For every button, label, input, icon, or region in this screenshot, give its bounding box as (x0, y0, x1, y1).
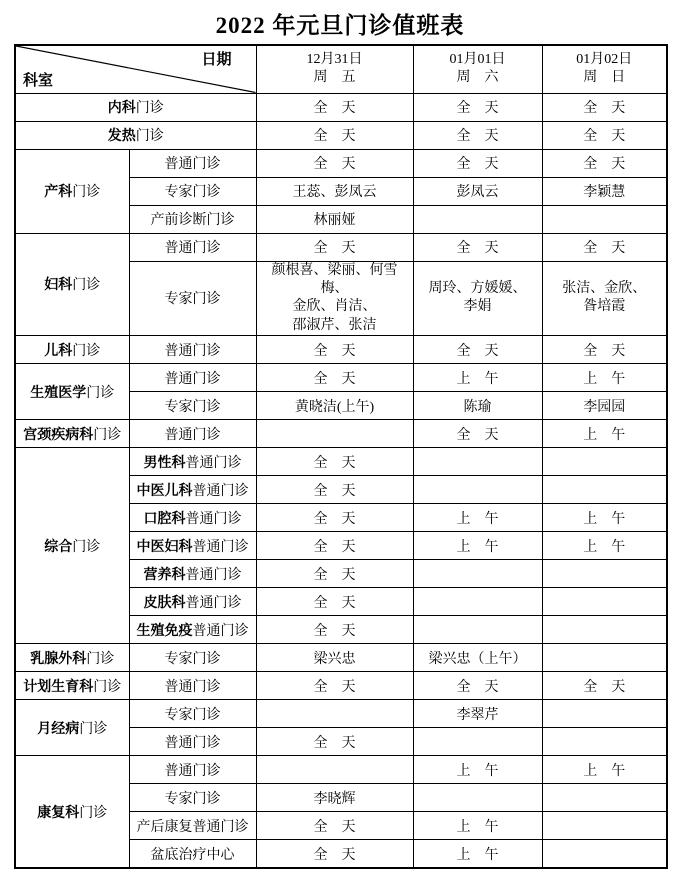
shift-cell: 上 午 (413, 840, 542, 868)
shift-cell: 上 午 (413, 756, 542, 784)
shift-cell: 全 天 (256, 588, 413, 616)
shift-cell (413, 588, 542, 616)
shift-cell (413, 728, 542, 756)
shift-cell: 全 天 (256, 672, 413, 700)
shift-cell: 全 天 (256, 560, 413, 588)
date-label: 12月31日 (306, 51, 363, 67)
table-row (15, 700, 667, 728)
dept-suffix: 门诊 (72, 539, 101, 555)
shift-cell: 全 天 (413, 149, 542, 177)
shift-cell: 李翠芹 (413, 700, 542, 728)
shift-cell (542, 588, 667, 616)
doctor-names-line: 李娟 (463, 299, 492, 315)
shift-cell: 上 午 (542, 420, 667, 448)
table-row (15, 644, 667, 672)
sub-dept-cell (129, 560, 256, 588)
dept-group-cell (15, 121, 256, 149)
sub-dept-cell: 专家门诊 (129, 261, 256, 336)
shift-cell: 全 天 (256, 840, 413, 868)
dept-name: 康复科 (37, 805, 80, 821)
table-row (15, 672, 667, 700)
dept-suffix: 门诊 (72, 343, 101, 359)
shift-cell: 全 天 (413, 420, 542, 448)
table-row (15, 93, 667, 121)
dept-group-cell (15, 364, 129, 420)
date-label: 01月02日 (576, 51, 633, 67)
dept-group-cell (15, 420, 129, 448)
shift-cell: 上 午 (413, 812, 542, 840)
shift-cell: 上 午 (542, 532, 667, 560)
table-row (15, 233, 667, 261)
dept-suffix: 门诊 (79, 805, 108, 821)
sub-dept-name: 口腔科 (143, 511, 186, 527)
dept-suffix: 门诊 (135, 129, 164, 144)
sub-dept-suffix: 普通门诊 (192, 483, 249, 499)
dept-suffix: 门诊 (93, 427, 122, 443)
sub-dept-cell: 普通门诊 (129, 336, 256, 364)
sub-dept-name: 中医妇科 (136, 539, 193, 555)
sub-dept-suffix: 普通门诊 (185, 567, 242, 583)
sub-dept-cell: 普通门诊 (129, 420, 256, 448)
sub-dept-name: 生殖免疫 (136, 623, 193, 639)
sub-dept-cell (129, 588, 256, 616)
shift-cell: 梁兴忠 (256, 644, 413, 672)
dept-name: 乳腺外科 (30, 651, 87, 667)
sub-dept-cell: 普通门诊 (129, 364, 256, 392)
sub-dept-suffix: 普通门诊 (185, 595, 242, 611)
shift-cell (542, 784, 667, 812)
sub-dept-suffix: 普通门诊 (192, 623, 249, 639)
sub-dept-cell: 普通门诊 (129, 756, 256, 784)
dept-name: 生殖医学 (30, 385, 87, 401)
shift-cell (413, 448, 542, 476)
shift-cell (542, 616, 667, 644)
shift-cell: 李晓辉 (256, 784, 413, 812)
shift-cell: 全 天 (413, 93, 542, 121)
shift-cell: 黄晓洁(上午) (256, 392, 413, 420)
shift-cell: 全 天 (542, 121, 667, 149)
dept-group-cell (15, 149, 129, 233)
corner-dept-label: 科室 (23, 72, 54, 89)
date-column-header (256, 45, 413, 93)
dept-group-cell (15, 700, 129, 756)
date-column-header (413, 45, 542, 93)
shift-cell: 全 天 (256, 93, 413, 121)
shift-cell: 全 天 (256, 812, 413, 840)
header-row (15, 45, 667, 93)
shift-cell: 上 午 (542, 756, 667, 784)
shift-cell (542, 644, 667, 672)
shift-cell (413, 476, 542, 504)
sub-dept-cell: 专家门诊 (129, 784, 256, 812)
sub-dept-name: 男性科 (143, 455, 186, 471)
date-column-header (542, 45, 667, 93)
doctor-names-line: 昝培霞 (583, 299, 626, 315)
weekday-label: 周 五 (313, 70, 356, 86)
doctor-names-line: 邵淑芹、张洁 (292, 317, 377, 333)
dept-group-cell (15, 448, 129, 644)
shift-cell: 全 天 (413, 336, 542, 364)
dept-group-cell (15, 336, 129, 364)
sub-dept-cell: 普通门诊 (129, 233, 256, 261)
shift-cell: 全 天 (256, 233, 413, 261)
weekday-label: 周 六 (456, 70, 499, 86)
sub-dept-cell: 普通门诊 (129, 672, 256, 700)
dept-name: 计划生育科 (23, 679, 94, 695)
shift-cell: 全 天 (256, 336, 413, 364)
dept-suffix: 门诊 (72, 278, 101, 294)
sub-dept-cell (129, 504, 256, 532)
shift-cell: 全 天 (542, 149, 667, 177)
shift-cell: 全 天 (256, 149, 413, 177)
dept-name: 综合 (44, 539, 73, 555)
dept-name: 儿科 (44, 343, 73, 359)
shift-cell (542, 700, 667, 728)
shift-cell (542, 476, 667, 504)
table-row (15, 756, 667, 784)
shift-cell (542, 560, 667, 588)
shift-cell (256, 756, 413, 784)
dept-group-cell (15, 644, 129, 672)
dept-name: 产科 (44, 185, 73, 200)
dept-name: 内科 (107, 101, 136, 116)
table-row (15, 364, 667, 392)
shift-cell: 陈瑜 (413, 392, 542, 420)
sub-dept-cell: 普通门诊 (129, 149, 256, 177)
sub-dept-suffix: 普通门诊 (185, 455, 242, 471)
shift-cell: 李颖慧 (542, 177, 667, 205)
date-label: 01月01日 (449, 51, 506, 67)
sub-dept-cell (129, 476, 256, 504)
shift-cell: 上 午 (413, 504, 542, 532)
shift-cell: 上 午 (413, 364, 542, 392)
table-row (15, 121, 667, 149)
shift-cell (542, 840, 667, 868)
doctor-names-line: 颜根喜、梁丽、何雪梅、 (271, 262, 398, 296)
shift-cell: 全 天 (256, 616, 413, 644)
dept-name: 宫颈疾病科 (23, 427, 94, 443)
shift-cell: 全 天 (542, 93, 667, 121)
shift-cell (256, 261, 413, 336)
dept-suffix: 门诊 (86, 385, 115, 401)
sub-dept-cell (129, 532, 256, 560)
shift-cell (413, 784, 542, 812)
sub-dept-cell: 专家门诊 (129, 700, 256, 728)
sub-dept-cell: 专家门诊 (129, 644, 256, 672)
dept-name: 发热 (107, 129, 136, 144)
table-row (15, 420, 667, 448)
sub-dept-cell (129, 616, 256, 644)
dept-name: 月经病 (37, 721, 80, 737)
shift-cell: 全 天 (413, 233, 542, 261)
sub-dept-cell: 普通门诊 (129, 728, 256, 756)
shift-cell (256, 700, 413, 728)
shift-cell (413, 261, 542, 336)
sub-dept-suffix: 普通门诊 (185, 511, 242, 527)
shift-cell: 全 天 (542, 672, 667, 700)
page-title: 2022 年元旦门诊值班表 (215, 13, 465, 38)
sub-dept-suffix: 普通门诊 (192, 539, 249, 555)
dept-suffix: 门诊 (86, 651, 115, 667)
shift-cell (256, 420, 413, 448)
shift-cell (542, 728, 667, 756)
shift-cell (413, 616, 542, 644)
shift-cell: 林丽娅 (256, 205, 413, 233)
shift-cell: 全 天 (542, 233, 667, 261)
table-row (15, 336, 667, 364)
doctor-names-line: 张洁、金欣、 (562, 280, 647, 296)
shift-cell: 全 天 (256, 532, 413, 560)
shift-cell: 全 天 (256, 504, 413, 532)
shift-cell: 全 天 (542, 336, 667, 364)
dept-group-cell (15, 233, 129, 336)
dept-name: 妇科 (44, 278, 73, 294)
sub-dept-cell: 专家门诊 (129, 392, 256, 420)
shift-cell: 全 天 (413, 121, 542, 149)
corner-header-cell (15, 45, 256, 93)
shift-cell (413, 205, 542, 233)
duty-schedule-table (14, 44, 668, 869)
shift-cell: 全 天 (256, 448, 413, 476)
table-row (15, 448, 667, 476)
sub-dept-cell: 盆底治疗中心 (129, 840, 256, 868)
sub-dept-cell: 产后康复普通门诊 (129, 812, 256, 840)
shift-cell: 全 天 (413, 672, 542, 700)
weekday-label: 周 日 (583, 70, 626, 86)
shift-cell (542, 812, 667, 840)
shift-cell: 全 天 (256, 728, 413, 756)
dept-group-cell (15, 93, 256, 121)
shift-cell: 王蕊、彭凤云 (256, 177, 413, 205)
dept-suffix: 门诊 (135, 101, 164, 116)
shift-cell: 李园园 (542, 392, 667, 420)
sub-dept-cell: 产前诊断门诊 (129, 205, 256, 233)
dept-suffix: 门诊 (93, 679, 122, 695)
shift-cell: 上 午 (413, 532, 542, 560)
sub-dept-name: 营养科 (143, 567, 186, 583)
shift-cell (542, 261, 667, 336)
dept-suffix: 门诊 (72, 185, 101, 200)
dept-group-cell (15, 756, 129, 868)
dept-group-cell (15, 672, 129, 700)
shift-cell: 彭凤云 (413, 177, 542, 205)
shift-cell: 全 天 (256, 364, 413, 392)
sub-dept-name: 皮肤科 (143, 595, 186, 611)
shift-cell: 全 天 (256, 476, 413, 504)
shift-cell: 上 午 (542, 504, 667, 532)
shift-cell (413, 560, 542, 588)
shift-cell (542, 205, 667, 233)
sub-dept-cell (129, 448, 256, 476)
shift-cell (542, 448, 667, 476)
dept-suffix: 门诊 (79, 721, 108, 737)
shift-cell: 梁兴忠（上午） (413, 644, 542, 672)
sub-dept-cell: 专家门诊 (129, 177, 256, 205)
shift-cell: 全 天 (256, 121, 413, 149)
shift-cell: 上 午 (542, 364, 667, 392)
table-row (15, 149, 667, 177)
sub-dept-name: 中医儿科 (136, 483, 193, 499)
doctor-names-line: 周玲、方媛媛、 (428, 280, 527, 296)
doctor-names-line: 金欣、肖洁、 (292, 299, 377, 315)
corner-date-label: 日期 (201, 52, 232, 68)
